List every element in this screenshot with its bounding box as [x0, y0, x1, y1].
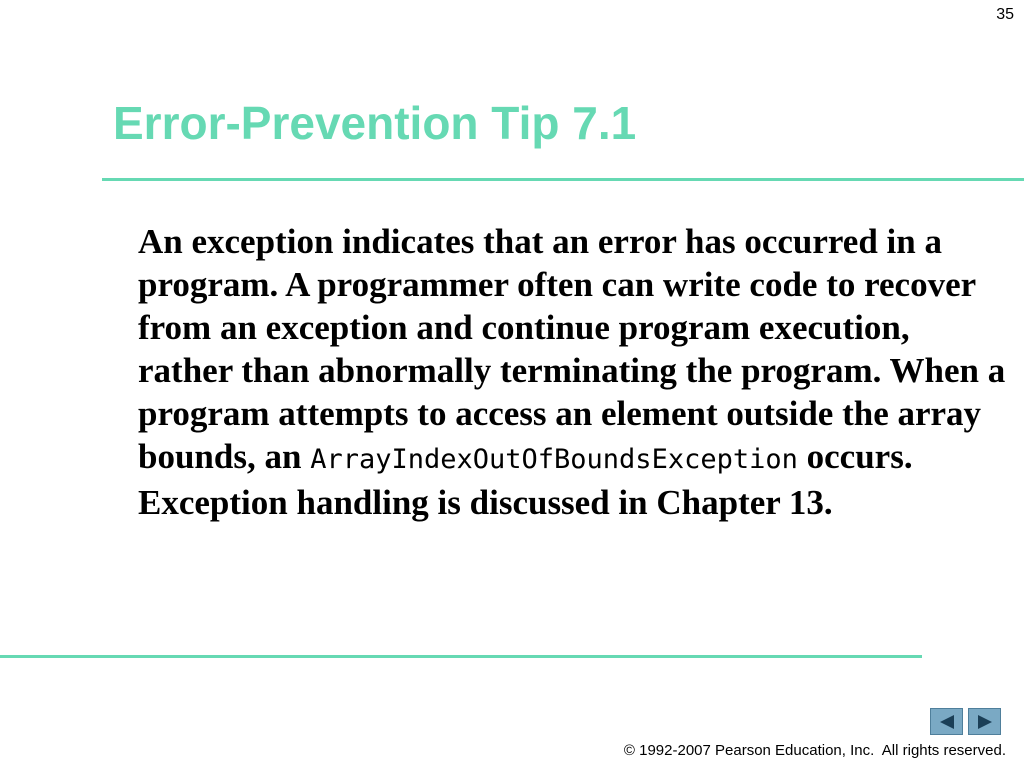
- triangle-left-icon: [937, 714, 957, 730]
- triangle-right-icon: [975, 714, 995, 730]
- previous-slide-button[interactable]: [930, 708, 963, 735]
- body-text-part-1: An exception indicates that an error has occurred in a program. A programmer often can write code to recover from an exception and continue program execution, rather than abnormally terminating the program. When a program attempts to access an element outside the array bounds, an: [138, 222, 1006, 476]
- slide-body-text: [138, 220, 1008, 524]
- code-term: ArrayIndexOutOfBoundsException: [310, 444, 798, 475]
- footer-divider: [0, 655, 922, 658]
- slide-title: Error-Prevention Tip 7.1: [113, 97, 637, 149]
- copyright-notice: © 1992-2007 Pearson Education, Inc. All rights reserved.: [623, 742, 1006, 759]
- next-slide-button[interactable]: [968, 708, 1001, 735]
- body-text-part-2: occurs. Exception handling is discussed in Chapter 13.: [138, 437, 913, 522]
- title-divider: [102, 178, 1024, 181]
- page-number: 35: [996, 6, 1014, 23]
- slide-navigation: [930, 708, 1001, 735]
